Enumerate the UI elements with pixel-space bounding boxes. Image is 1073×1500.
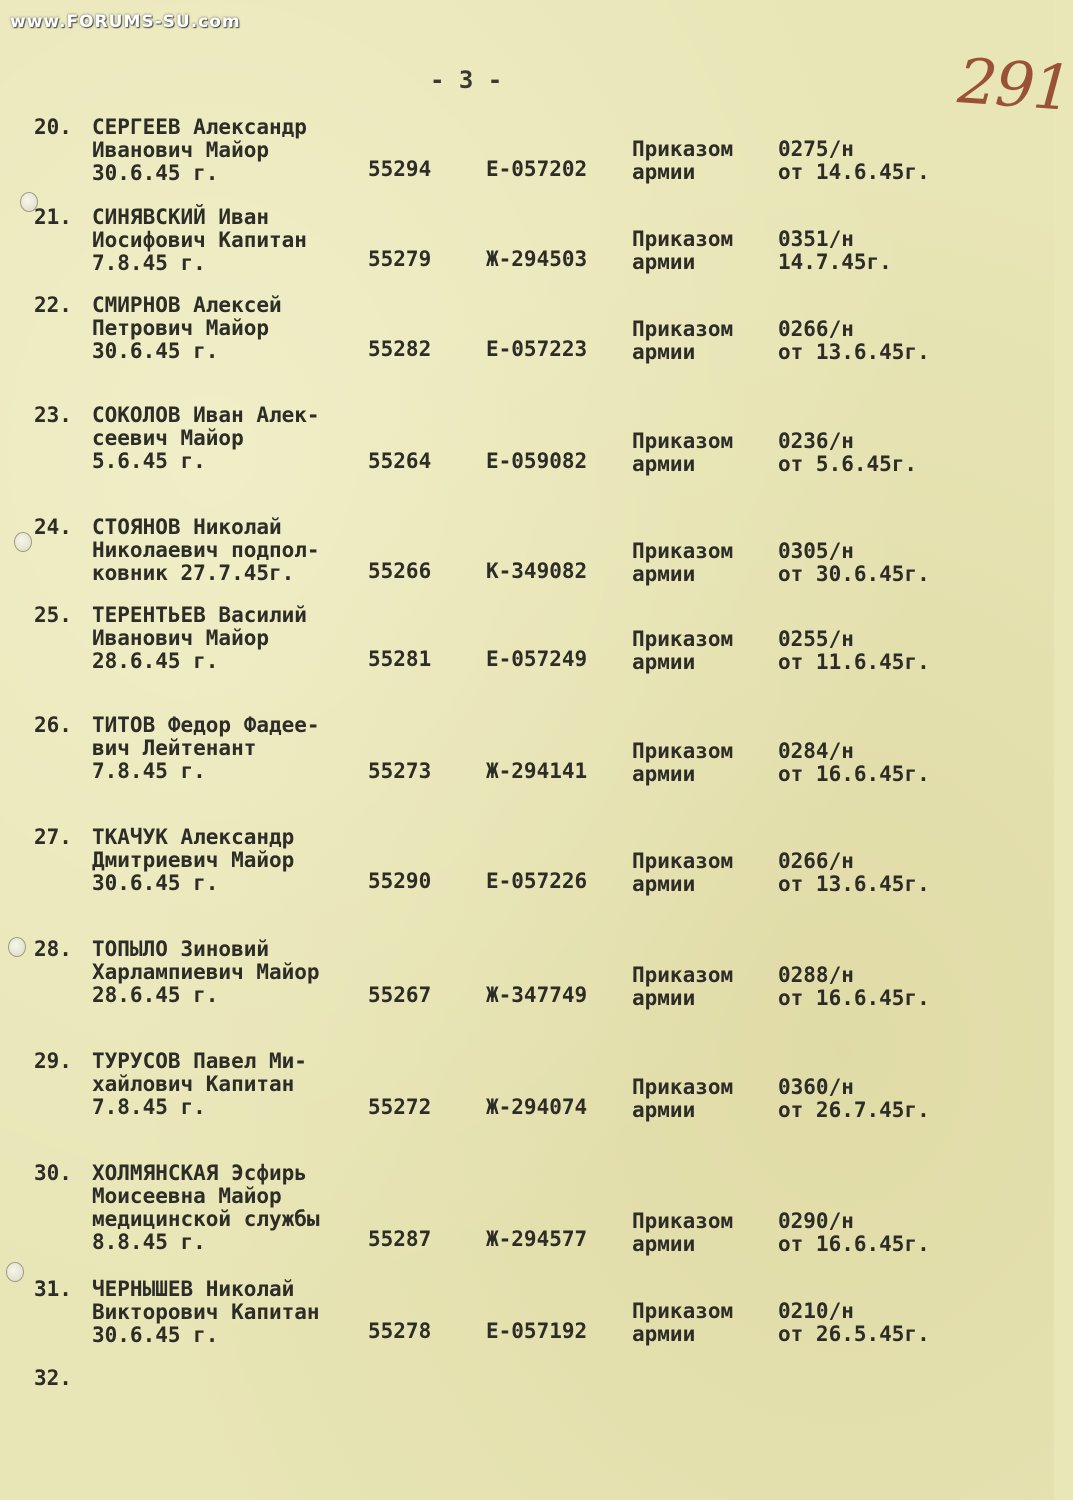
entry-number: 28. bbox=[34, 937, 72, 961]
entry-order: Приказом армии bbox=[632, 1299, 734, 1346]
entry-reference: 0305/н от 30.6.45г. bbox=[778, 539, 930, 586]
entry-number: 27. bbox=[34, 825, 72, 849]
entry-order: Приказом армии bbox=[632, 739, 734, 786]
entry-number: 20. bbox=[34, 115, 72, 139]
entry-order: Приказом армии bbox=[632, 137, 734, 184]
entry-name: ТИТОВ Федор Фадее- вич Лейтенант 7.8.45 г. bbox=[92, 713, 320, 783]
entry-name: ТОПЫЛО Зиновий Харлампиевич Майор 28.6.45 г. bbox=[92, 937, 320, 1007]
entry-name: СЕРГЕЕВ Александр Иванович Майор 30.6.45 г. bbox=[92, 115, 307, 185]
entry-number: 32. bbox=[34, 1366, 72, 1390]
entry-number: 29. bbox=[34, 1049, 72, 1073]
entry-code: 55264 bbox=[368, 449, 432, 473]
entry-order: Приказом армии bbox=[632, 429, 734, 476]
entry-code: 55294 bbox=[368, 157, 432, 181]
entry-document: Ж-294503 bbox=[486, 247, 588, 271]
entry-code: 55287 bbox=[368, 1227, 432, 1251]
entry-order: Приказом армии bbox=[632, 1075, 734, 1122]
entry-order: Приказом армии bbox=[632, 627, 734, 674]
punch-hole-icon bbox=[8, 937, 26, 957]
entry-name: СМИРНОВ Алексей Петрович Майор 30.6.45 г. bbox=[92, 293, 282, 363]
entry-code: 55267 bbox=[368, 983, 432, 1007]
entry-reference: 0290/н от 16.6.45г. bbox=[778, 1209, 930, 1256]
entry-document: Ж-347749 bbox=[486, 983, 588, 1007]
entry-code: 55282 bbox=[368, 337, 432, 361]
entry-code: 55279 bbox=[368, 247, 432, 271]
entry-reference: 0266/н от 13.6.45г. bbox=[778, 317, 930, 364]
entry-number: 26. bbox=[34, 713, 72, 737]
entry-name: ТЕРЕНТЬЕВ Василий Иванович Майор 28.6.45 г. bbox=[92, 603, 307, 673]
handwritten-archive-number: 291 bbox=[955, 44, 1073, 125]
entry-name: СОКОЛОВ Иван Алек- сеевич Майор 5.6.45 г. bbox=[92, 403, 320, 473]
entry-reference: 0255/н от 11.6.45г. bbox=[778, 627, 930, 674]
entry-reference: 0360/н от 26.7.45г. bbox=[778, 1075, 930, 1122]
entry-reference: 0236/н от 5.6.45г. bbox=[778, 429, 918, 476]
entry-reference: 0210/н от 26.5.45г. bbox=[778, 1299, 930, 1346]
entry-number: 30. bbox=[34, 1161, 72, 1185]
watermark: www.FORUMS-SU.com bbox=[10, 12, 241, 32]
entry-code: 55272 bbox=[368, 1095, 432, 1119]
entry-order: Приказом армии bbox=[632, 1209, 734, 1256]
entry-reference: 0351/н 14.7.45г. bbox=[778, 227, 892, 274]
entry-code: 55266 bbox=[368, 559, 432, 583]
entry-code: 55273 bbox=[368, 759, 432, 783]
entry-document: Ж-294074 bbox=[486, 1095, 588, 1119]
entry-name: ЧЕРНЫШЕВ Николай Викторович Капитан 30.6.45 г. bbox=[92, 1277, 320, 1347]
entry-document: Е-057249 bbox=[486, 647, 588, 671]
entry-number: 21. bbox=[34, 205, 72, 229]
entry-order: Приказом армии bbox=[632, 539, 734, 586]
entry-order: Приказом армии bbox=[632, 849, 734, 896]
entry-number: 23. bbox=[34, 403, 72, 427]
entry-order: Приказом армии bbox=[632, 227, 734, 274]
entry-number: 31. bbox=[34, 1277, 72, 1301]
entry-document: Е-057192 bbox=[486, 1319, 588, 1343]
entry-document: Ж-294141 bbox=[486, 759, 588, 783]
entry-code: 55278 bbox=[368, 1319, 432, 1343]
entry-reference: 0288/н от 16.6.45г. bbox=[778, 963, 930, 1010]
punch-hole-icon bbox=[6, 1262, 24, 1282]
entry-order: Приказом армии bbox=[632, 963, 734, 1010]
punch-hole-icon bbox=[14, 532, 32, 552]
entry-document: Ж-294577 bbox=[486, 1227, 588, 1251]
entry-code: 55281 bbox=[368, 647, 432, 671]
entry-document: К-349082 bbox=[486, 559, 588, 583]
entry-name: СТОЯНОВ Николай Николаевич подпол- ковник 27.7.45г. bbox=[92, 515, 320, 585]
entry-document: Е-057223 bbox=[486, 337, 588, 361]
entry-order: Приказом армии bbox=[632, 317, 734, 364]
entry-code: 55290 bbox=[368, 869, 432, 893]
entry-document: Е-059082 bbox=[486, 449, 588, 473]
entry-name: ТКАЧУК Александр Дмитриевич Майор 30.6.45 г. bbox=[92, 825, 295, 895]
entry-reference: 0266/н от 13.6.45г. bbox=[778, 849, 930, 896]
entry-reference: 0275/н от 14.6.45г. bbox=[778, 137, 930, 184]
entry-reference: 0284/н от 16.6.45г. bbox=[778, 739, 930, 786]
entry-name: ХОЛМЯНСКАЯ Эсфирь Моисеевна Майор медицинской службы 8.8.45 г. bbox=[92, 1161, 320, 1254]
entry-number: 25. bbox=[34, 603, 72, 627]
page-number: - 3 - bbox=[430, 66, 503, 94]
entry-name: ТУРУСОВ Павел Ми- хайлович Капитан 7.8.45 г. bbox=[92, 1049, 307, 1119]
entry-number: 24. bbox=[34, 515, 72, 539]
entry-document: Е-057226 bbox=[486, 869, 588, 893]
entry-document: Е-057202 bbox=[486, 157, 588, 181]
entry-name: СИНЯВСКИЙ Иван Иосифович Капитан 7.8.45 г. bbox=[92, 205, 307, 275]
entry-number: 22. bbox=[34, 293, 72, 317]
